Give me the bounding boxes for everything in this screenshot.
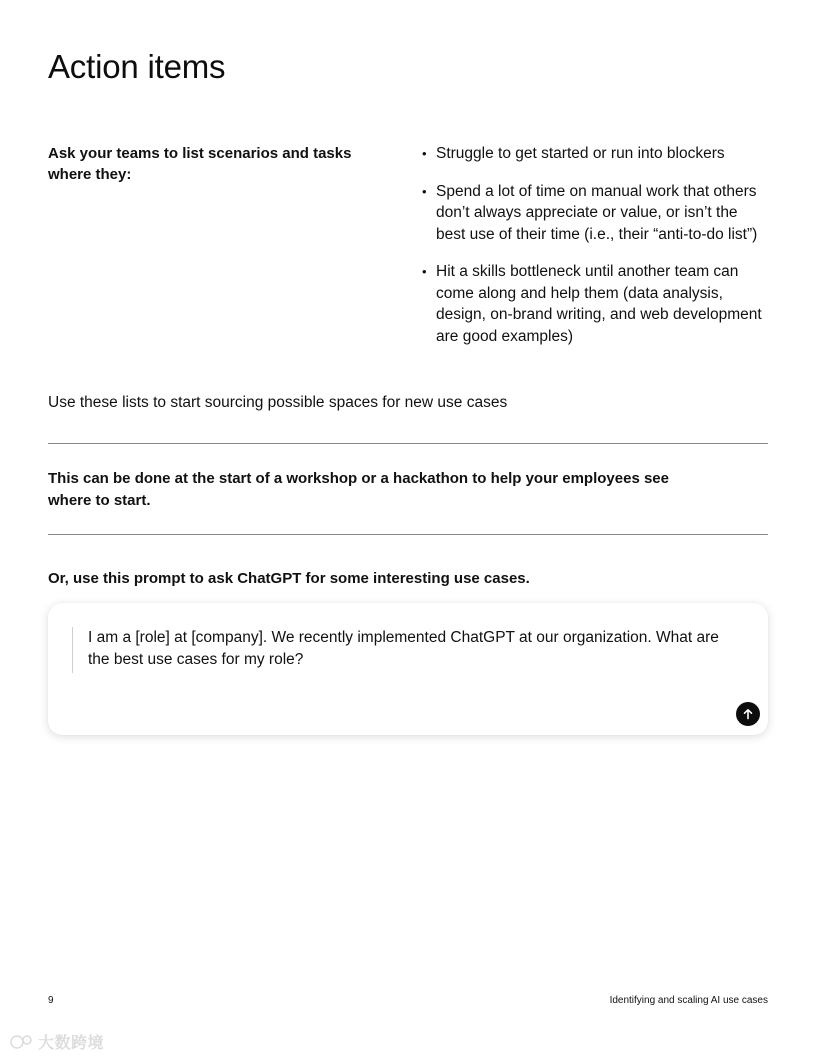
watermark-logo-icon <box>8 1033 38 1051</box>
prompt-text: I am a [role] at [company]. We recently implemented ChatGPT at our organization. What are the best use cases for my role? <box>88 629 719 668</box>
bullet-text: Struggle to get started or run into blockers <box>436 145 725 162</box>
page-number: 9 <box>48 995 54 1006</box>
send-button[interactable] <box>736 702 760 726</box>
bullet-marker: • <box>422 183 427 199</box>
list-item <box>422 261 768 347</box>
list-item <box>422 143 768 165</box>
page-title: Action items <box>48 48 226 85</box>
prompt-intro: Or, use this prompt to ask ChatGPT for some interesting use cases. <box>48 570 530 587</box>
footer-title: Identifying and scaling AI use cases <box>609 995 768 1006</box>
workshop-note: This can be done at the start of a workshop or a hackathon to help your employees see where to start. <box>48 470 669 509</box>
bullet-text: Spend a lot of time on manual work that others don’t always appreciate or value, or isn’t the best use of their time (i.e., their “anti-to-do list”) <box>436 182 758 243</box>
list-item <box>422 181 768 246</box>
bullet-list <box>422 143 768 363</box>
divider <box>48 443 768 444</box>
use-lists-text: Use these lists to start sourcing possible spaces for new use cases <box>48 394 508 411</box>
prompt-card <box>48 603 768 735</box>
intro-text: Ask your teams to list scenarios and tasks where they: <box>48 145 352 183</box>
bullet-marker: • <box>422 264 427 279</box>
divider <box>48 534 768 535</box>
bullet-marker: • <box>422 146 427 161</box>
watermark <box>8 1030 104 1053</box>
quote-bar <box>72 627 73 673</box>
bullet-text: Hit a skills bottleneck until another team can come along and help them (data analysis, design, on-brand writing, and web development are good examples) <box>436 263 762 345</box>
watermark-text: 大数跨境 <box>38 1035 105 1052</box>
arrow-up-icon <box>742 708 754 720</box>
